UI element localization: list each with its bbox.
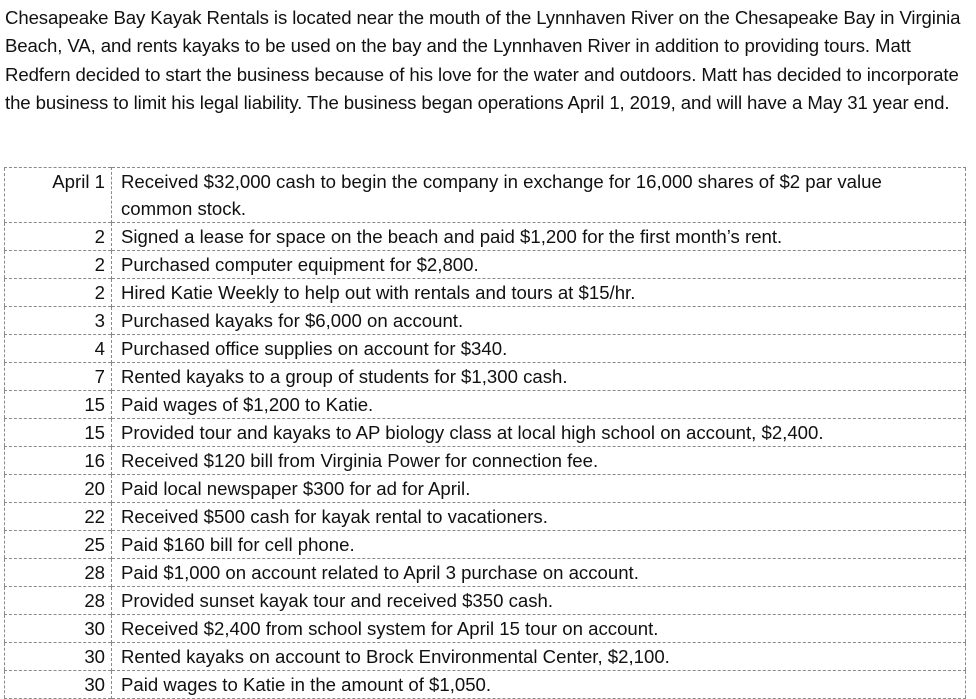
transaction-row [5,419,966,447]
transaction-date: 20 [5,475,112,503]
transaction-description: Provided tour and kayaks to AP biology class at local high school on account, $2,400. [121,422,824,443]
transaction-description: Paid $160 bill for cell phone. [121,534,355,555]
transaction-description: Paid wages to Katie in the amount of $1,050. [121,674,492,695]
transaction-row [5,251,966,279]
transaction-description: Received $2,400 from school system for April 15 tour on account. [121,618,659,639]
transaction-description: Rented kayaks on account to Brock Environmental Center, $2,100. [121,646,670,667]
transaction-row [5,223,966,251]
transaction-description: Rented kayaks to a group of students for $1,300 cash. [121,366,568,387]
transaction-date: 3 [5,307,112,335]
transaction-date: 22 [5,503,112,531]
transaction-description: Received $120 bill from Virginia Power for connection fee. [121,450,599,471]
transaction-date: 28 [5,587,112,615]
transaction-date: 25 [5,531,112,559]
transaction-date: 7 [5,363,112,391]
transaction-date: 30 [5,615,112,643]
transaction-row [5,279,966,307]
transaction-date: 30 [5,643,112,671]
transaction-row [5,475,966,503]
transaction-description: Purchased computer equipment for $2,800. [121,254,479,275]
transaction-date: 15 [5,391,112,419]
transaction-description: Signed a lease for space on the beach and paid $1,200 for the first month’s rent. [121,226,783,247]
transaction-row [5,671,966,699]
transaction-row [5,643,966,671]
transaction-description: Provided sunset kayak tour and received $350 cash. [121,590,554,611]
transaction-date: 28 [5,559,112,587]
transaction-date: 30 [5,671,112,699]
transaction-row [5,587,966,615]
transaction-date: 15 [5,419,112,447]
transaction-description: Purchased kayaks for $6,000 on account. [121,310,464,331]
transaction-date: 2 [5,223,112,251]
transaction-description: Purchased office supplies on account for $340. [121,338,508,359]
transaction-date: 16 [5,447,112,475]
transaction-row [5,531,966,559]
transaction-description: Paid $1,000 on account related to April 3 purchase on account. [121,562,639,583]
transaction-description: Paid local newspaper $300 for ad for April. [121,478,471,499]
transaction-date: April 1 [5,168,112,223]
transactions-table [4,167,966,699]
transaction-date: 4 [5,335,112,363]
transaction-description: Hired Katie Weekly to help out with rentals and tours at $15/hr. [121,282,636,303]
transaction-row [5,363,966,391]
transaction-row [5,615,966,643]
transaction-description: Paid wages of $1,200 to Katie. [121,394,374,415]
transaction-row [5,307,966,335]
transaction-date: 2 [5,251,112,279]
transaction-row [5,503,966,531]
transaction-description: Received $32,000 cash to begin the company in exchange for 16,000 shares of $2 par value common stock. [121,171,882,219]
transaction-row [5,168,966,223]
transaction-description: Received $500 cash for kayak rental to vacationers. [121,506,548,527]
transaction-row [5,447,966,475]
intro-paragraph: Chesapeake Bay Kayak Rentals is located near the mouth of the Lynnhaven River on the Chesapeake Bay in Virginia Beach, VA, and rents kayaks to be used on the bay and the Lynnhaven River in addition to providing tours. Matt Redfern decided to start the business because of his love for the water and outdoors. Matt has decided to incorporate the business to limit his legal liability. The business began operations April 1, 2019, and will have a May 31 year end. [5,7,961,114]
transaction-row [5,335,966,363]
transaction-date: 2 [5,279,112,307]
transaction-row [5,391,966,419]
transaction-row [5,559,966,587]
